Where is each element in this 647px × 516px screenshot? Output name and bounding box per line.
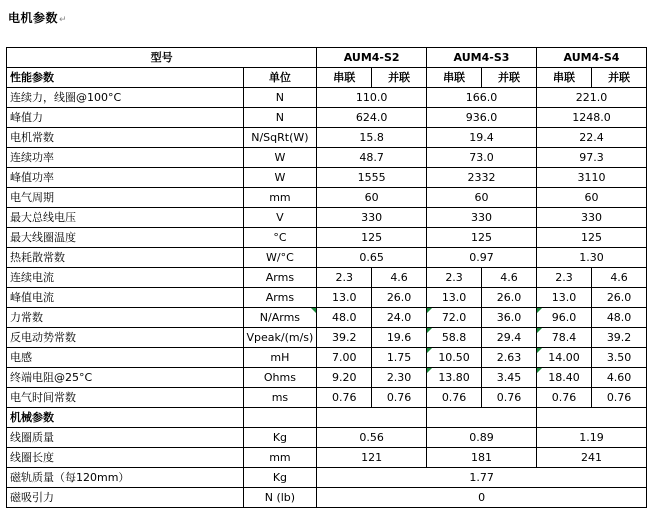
- param-name: 热耗散常数: [7, 248, 244, 268]
- param-value: 48.0: [317, 308, 372, 328]
- param-value: 936.0: [426, 108, 536, 128]
- param-value: 121: [317, 448, 427, 468]
- param-value: 39.2: [317, 328, 372, 348]
- param-value: 26.0: [372, 288, 427, 308]
- param-value: 10.50: [426, 348, 481, 368]
- header-row-perf: [7, 68, 647, 88]
- param-value: 125: [536, 228, 646, 248]
- param-unit: mH: [243, 348, 317, 368]
- param-value: 125: [317, 228, 427, 248]
- param-value: 29.4: [482, 328, 537, 348]
- table-row: [7, 348, 647, 368]
- param-value: 58.8: [426, 328, 481, 348]
- unit-header: 单位: [243, 68, 317, 88]
- param-unit: N/SqRt(W): [243, 128, 317, 148]
- param-value: 18.40: [536, 368, 591, 388]
- param-unit: W/°C: [243, 248, 317, 268]
- param-value: 0.76: [426, 388, 481, 408]
- param-value: 3.50: [592, 348, 647, 368]
- param-value: 1.75: [372, 348, 427, 368]
- param-value: 4.60: [592, 368, 647, 388]
- param-value: 13.0: [317, 288, 372, 308]
- param-value: 1248.0: [536, 108, 646, 128]
- param-value: 39.2: [592, 328, 647, 348]
- param-name: 电气时间常数: [7, 388, 244, 408]
- param-name: 电感: [7, 348, 244, 368]
- paragraph-mark-icon: ↵: [59, 15, 68, 25]
- param-unit: Vpeak/(m/s): [243, 328, 317, 348]
- param-name: 连续电流: [7, 268, 244, 288]
- param-name: 连续功率: [7, 148, 244, 168]
- empty-cell: [243, 408, 317, 428]
- param-value: 13.0: [426, 288, 481, 308]
- param-unit: Kg: [243, 468, 317, 488]
- param-value: 72.0: [426, 308, 481, 328]
- page-title: [8, 9, 67, 26]
- param-name: 力常数: [7, 308, 244, 328]
- param-value: 330: [426, 208, 536, 228]
- param-value: 2.3: [426, 268, 481, 288]
- param-value: 0.76: [536, 388, 591, 408]
- model-name: AUM4-S4: [536, 48, 646, 68]
- param-value: 125: [426, 228, 536, 248]
- param-value: 624.0: [317, 108, 427, 128]
- param-value: 110.0: [317, 88, 427, 108]
- table-row: [7, 108, 647, 128]
- split-rows: [7, 268, 647, 408]
- table-row: [7, 328, 647, 348]
- param-value: 36.0: [482, 308, 537, 328]
- param-name: 磁吸引力: [7, 488, 244, 508]
- param-value: 241: [536, 448, 646, 468]
- param-value: 4.6: [372, 268, 427, 288]
- model-header: 型号: [7, 48, 317, 68]
- param-value: 0.76: [372, 388, 427, 408]
- param-value: 48.7: [317, 148, 427, 168]
- param-unit: V: [243, 208, 317, 228]
- param-value: 14.00: [536, 348, 591, 368]
- param-value: 19.4: [426, 128, 536, 148]
- param-value: 2.30: [372, 368, 427, 388]
- param-value: 0.97: [426, 248, 536, 268]
- perf-params-header: 性能参数: [7, 68, 244, 88]
- param-unit: Arms: [243, 288, 317, 308]
- param-name: 磁轨质量（每120mm）: [7, 468, 244, 488]
- param-value: 4.6: [592, 268, 647, 288]
- param-value: 221.0: [536, 88, 646, 108]
- param-value: 3.45: [482, 368, 537, 388]
- empty-cell: [317, 408, 427, 428]
- param-value: 78.4: [536, 328, 591, 348]
- table-row: [7, 248, 647, 268]
- parallel-header: 并联: [372, 68, 427, 88]
- param-name: 峰值电流: [7, 288, 244, 308]
- table-row: [7, 488, 647, 508]
- param-name: 峰值力: [7, 108, 244, 128]
- param-value: 2.3: [317, 268, 372, 288]
- param-unit: N: [243, 108, 317, 128]
- param-unit: W: [243, 148, 317, 168]
- param-value: 26.0: [592, 288, 647, 308]
- param-value: 1.77: [317, 468, 647, 488]
- table-row: [7, 268, 647, 288]
- param-value: 0.76: [592, 388, 647, 408]
- param-value: 96.0: [536, 308, 591, 328]
- table-row: [7, 88, 647, 108]
- series-header: 串联: [426, 68, 481, 88]
- param-value: 1.30: [536, 248, 646, 268]
- param-value: 2332: [426, 168, 536, 188]
- param-name: 最大线圈温度: [7, 228, 244, 248]
- param-unit: N (lb): [243, 488, 317, 508]
- parallel-header: 并联: [482, 68, 537, 88]
- mech-params-header: 机械参数: [7, 408, 244, 428]
- param-unit: N/Arms: [243, 308, 317, 328]
- param-value: 19.6: [372, 328, 427, 348]
- table-row: [7, 128, 647, 148]
- param-value: 0.76: [317, 388, 372, 408]
- param-value: 48.0: [592, 308, 647, 328]
- param-value: 60: [536, 188, 646, 208]
- param-value: 73.0: [426, 148, 536, 168]
- title-text: 电机参数: [8, 11, 59, 25]
- param-value: 330: [317, 208, 427, 228]
- model-name: AUM4-S3: [426, 48, 536, 68]
- mechanical-rows: [7, 428, 647, 468]
- table-row: [7, 288, 647, 308]
- table-row: [7, 188, 647, 208]
- param-value: 1555: [317, 168, 427, 188]
- motor-spec-table: [6, 47, 647, 508]
- param-unit: °C: [243, 228, 317, 248]
- param-unit: mm: [243, 188, 317, 208]
- param-unit: W: [243, 168, 317, 188]
- param-value: 4.6: [482, 268, 537, 288]
- param-value: 24.0: [372, 308, 427, 328]
- param-value: 0.89: [426, 428, 536, 448]
- table-row: [7, 308, 647, 328]
- param-value: 0.65: [317, 248, 427, 268]
- param-name: 反电动势常数: [7, 328, 244, 348]
- param-value: 13.80: [426, 368, 481, 388]
- table-row: [7, 388, 647, 408]
- performance-rows: [7, 88, 647, 268]
- param-value: 15.8: [317, 128, 427, 148]
- param-name: 峰值功率: [7, 168, 244, 188]
- param-value: 13.0: [536, 288, 591, 308]
- param-value: 0.56: [317, 428, 427, 448]
- mech-section-row: [7, 408, 647, 428]
- param-value: 9.20: [317, 368, 372, 388]
- table-row: [7, 168, 647, 188]
- param-unit: mm: [243, 448, 317, 468]
- param-value: 97.3: [536, 148, 646, 168]
- param-value: 0: [317, 488, 647, 508]
- table-row: [7, 428, 647, 448]
- table-row: [7, 468, 647, 488]
- series-header: 串联: [536, 68, 591, 88]
- param-value: 22.4: [536, 128, 646, 148]
- param-name: 电机常数: [7, 128, 244, 148]
- param-value: 1.19: [536, 428, 646, 448]
- header-row-model: [7, 48, 647, 68]
- empty-cell: [426, 408, 536, 428]
- param-value: 60: [317, 188, 427, 208]
- param-name: 线圈长度: [7, 448, 244, 468]
- param-value: 181: [426, 448, 536, 468]
- param-name: 最大总线电压: [7, 208, 244, 228]
- param-name: 电气周期: [7, 188, 244, 208]
- table-row: [7, 368, 647, 388]
- param-unit: ms: [243, 388, 317, 408]
- param-unit: Ohms: [243, 368, 317, 388]
- param-value: 166.0: [426, 88, 536, 108]
- param-unit: Kg: [243, 428, 317, 448]
- table-row: [7, 448, 647, 468]
- table-row: [7, 148, 647, 168]
- param-name: 线圈质量: [7, 428, 244, 448]
- table-row: [7, 208, 647, 228]
- param-value: 26.0: [482, 288, 537, 308]
- param-value: 2.3: [536, 268, 591, 288]
- param-value: 0.76: [482, 388, 537, 408]
- model-name: AUM4-S2: [317, 48, 427, 68]
- param-value: 3110: [536, 168, 646, 188]
- series-header: 串联: [317, 68, 372, 88]
- param-value: 7.00: [317, 348, 372, 368]
- param-value: 60: [426, 188, 536, 208]
- param-name: 终端电阻@25°C: [7, 368, 244, 388]
- param-unit: Arms: [243, 268, 317, 288]
- param-name: 连续力，线圈@100°C: [7, 88, 244, 108]
- param-value: 330: [536, 208, 646, 228]
- table-row: [7, 228, 647, 248]
- param-unit: N: [243, 88, 317, 108]
- param-value: 2.63: [482, 348, 537, 368]
- empty-cell: [536, 408, 646, 428]
- parallel-header: 并联: [592, 68, 647, 88]
- shared-rows: [7, 468, 647, 508]
